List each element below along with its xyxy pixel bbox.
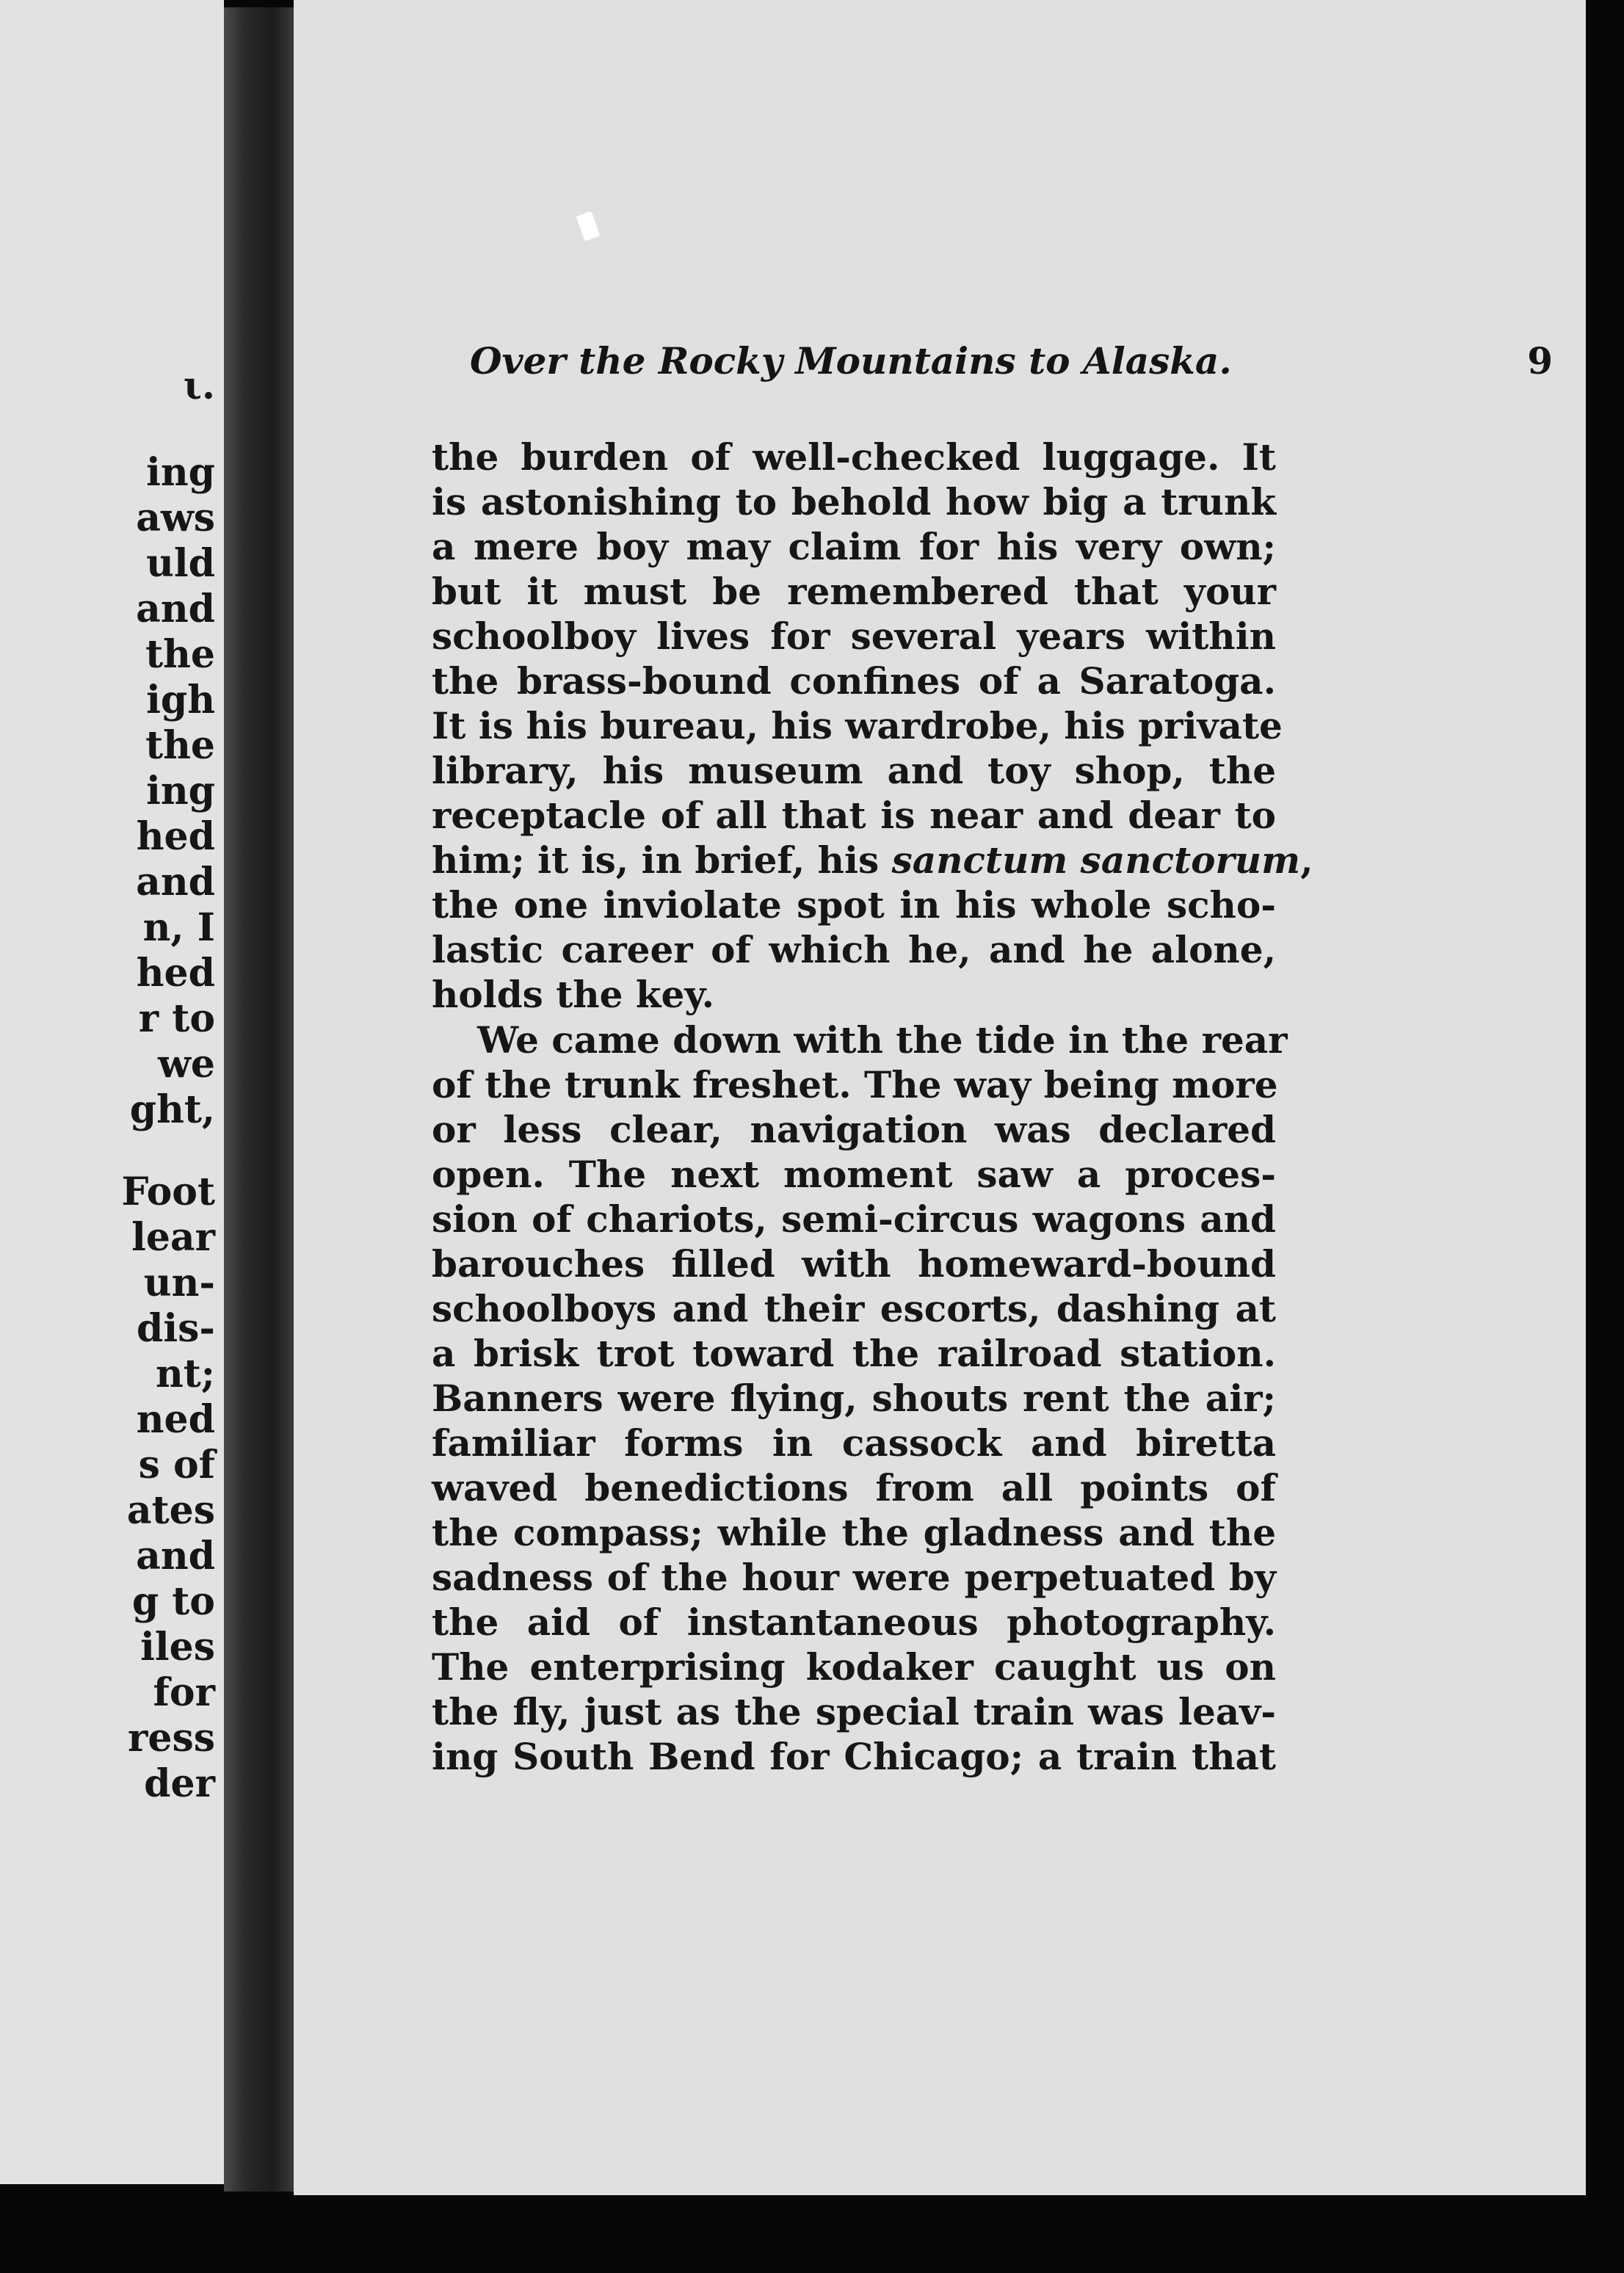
left-page-line: igh bbox=[146, 678, 215, 722]
left-page-line: aws bbox=[136, 496, 215, 540]
left-page-line: lear bbox=[131, 1215, 215, 1260]
paragraph2-line: sadness of the hour were perpetuated by bbox=[432, 1556, 1276, 1599]
left-page-line: the bbox=[145, 723, 215, 768]
paragraph1-line: but it must be remembered that your bbox=[432, 570, 1276, 613]
left-page-line: uld bbox=[146, 541, 215, 586]
paragraph1-line-start: him; it is, in brief, his bbox=[432, 838, 892, 882]
left-page-line: r to bbox=[138, 996, 215, 1041]
paragraph1-line: the burden of well-checked luggage. It bbox=[432, 435, 1276, 479]
paragraph2-line: the fly, just as the special train was leav- bbox=[432, 1690, 1276, 1733]
paragraph2-line: the aid of instantaneous photography. bbox=[432, 1600, 1276, 1644]
left-page-line: s of bbox=[138, 1443, 215, 1487]
left-page-line: hed bbox=[136, 814, 215, 859]
paragraph2-line: familiar forms in cassock and biretta bbox=[432, 1421, 1276, 1465]
left-page-line: and bbox=[136, 587, 215, 631]
paragraph2-line: The enterprising kodaker caught us on bbox=[432, 1645, 1276, 1689]
paragraph1-line: schoolboy lives for several years within bbox=[432, 615, 1276, 658]
left-page-line: ates bbox=[126, 1488, 215, 1533]
binding-gutter bbox=[224, 7, 294, 2192]
left-page-line: Foot bbox=[121, 1170, 215, 1214]
left-page-line: ress bbox=[127, 1716, 215, 1761]
left-page-line: ing bbox=[146, 450, 215, 495]
left-page-line: ned bbox=[136, 1397, 215, 1442]
left-page-line: ing bbox=[146, 769, 215, 813]
left-page-line: hed bbox=[136, 951, 215, 996]
paragraph2-line: of the trunk freshet. The way being more bbox=[432, 1063, 1278, 1106]
paragraph1-line: receptacle of all that is near and dear to bbox=[432, 794, 1276, 837]
paragraph1-line-end: , bbox=[1300, 838, 1313, 882]
paragraph1-line bbox=[432, 838, 1313, 882]
left-page-line: der bbox=[144, 1761, 215, 1806]
sanctum-sanctorum-italic: sanctum sanctorum bbox=[891, 838, 1301, 882]
left-page-line: nt; bbox=[155, 1352, 215, 1396]
paragraph1-line: the one inviolate spot in his whole scho- bbox=[432, 883, 1276, 927]
paragraph1-line: lastic career of which he, and he alone, bbox=[432, 928, 1276, 971]
left-page-line: un- bbox=[143, 1261, 215, 1305]
paragraph2-line: barouches filled with homeward-bound bbox=[432, 1242, 1276, 1286]
paragraph1-line: holds the key. bbox=[432, 973, 715, 1016]
paragraph1-line: library, his museum and toy shop, the bbox=[432, 749, 1276, 792]
paragraph2-line: sion of chariots, semi-circus wagons and bbox=[432, 1197, 1276, 1241]
running-head-title: Over the Rocky Mountains to Alaska. bbox=[470, 339, 1232, 383]
paragraph2-line: waved benedictions from all points of bbox=[432, 1466, 1276, 1509]
right-page bbox=[294, 0, 1586, 2195]
paragraph2-line: We came down with the tide in the rear bbox=[477, 1018, 1288, 1062]
paragraph2-line: a brisk trot toward the railroad station. bbox=[432, 1332, 1276, 1375]
left-page-line: g to bbox=[131, 1579, 215, 1624]
paragraph2-line: Banners were flying, shouts rent the air; bbox=[432, 1377, 1276, 1420]
scan-speck bbox=[576, 211, 601, 241]
left-page-line: for bbox=[153, 1670, 215, 1715]
left-page-line: dis- bbox=[137, 1306, 215, 1351]
left-page-line: and bbox=[136, 860, 215, 905]
left-page-line: ι. bbox=[183, 363, 215, 408]
left-page-line: and bbox=[136, 1534, 215, 1578]
left-page-line: n, I bbox=[142, 905, 215, 950]
page-number: 9 bbox=[1527, 339, 1553, 383]
paragraph2-line: or less clear, navigation was declared bbox=[432, 1108, 1276, 1151]
paragraph2-line: ing South Bend for Chicago; a train that bbox=[432, 1735, 1276, 1778]
left-page bbox=[0, 0, 224, 2184]
paragraph2-line: schoolboys and their escorts, dashing at bbox=[432, 1287, 1276, 1330]
paragraph1-line: the brass-bound confines of a Saratoga. bbox=[432, 659, 1276, 703]
left-page-line: the bbox=[145, 632, 215, 677]
running-head bbox=[470, 339, 1553, 383]
paragraph2-line: the compass; while the gladness and the bbox=[432, 1511, 1276, 1554]
paragraph1-line: It is his bureau, his wardrobe, his private bbox=[432, 704, 1283, 747]
left-page-line: iles bbox=[140, 1625, 215, 1670]
paragraph1-line: is astonishing to behold how big a trunk bbox=[432, 480, 1276, 523]
left-page-line: we bbox=[158, 1042, 215, 1087]
paragraph1-line: a mere boy may claim for his very own; bbox=[432, 525, 1276, 568]
paragraph2-line: open. The next moment saw a proces- bbox=[432, 1153, 1276, 1196]
left-page-line: ght, bbox=[129, 1087, 215, 1132]
